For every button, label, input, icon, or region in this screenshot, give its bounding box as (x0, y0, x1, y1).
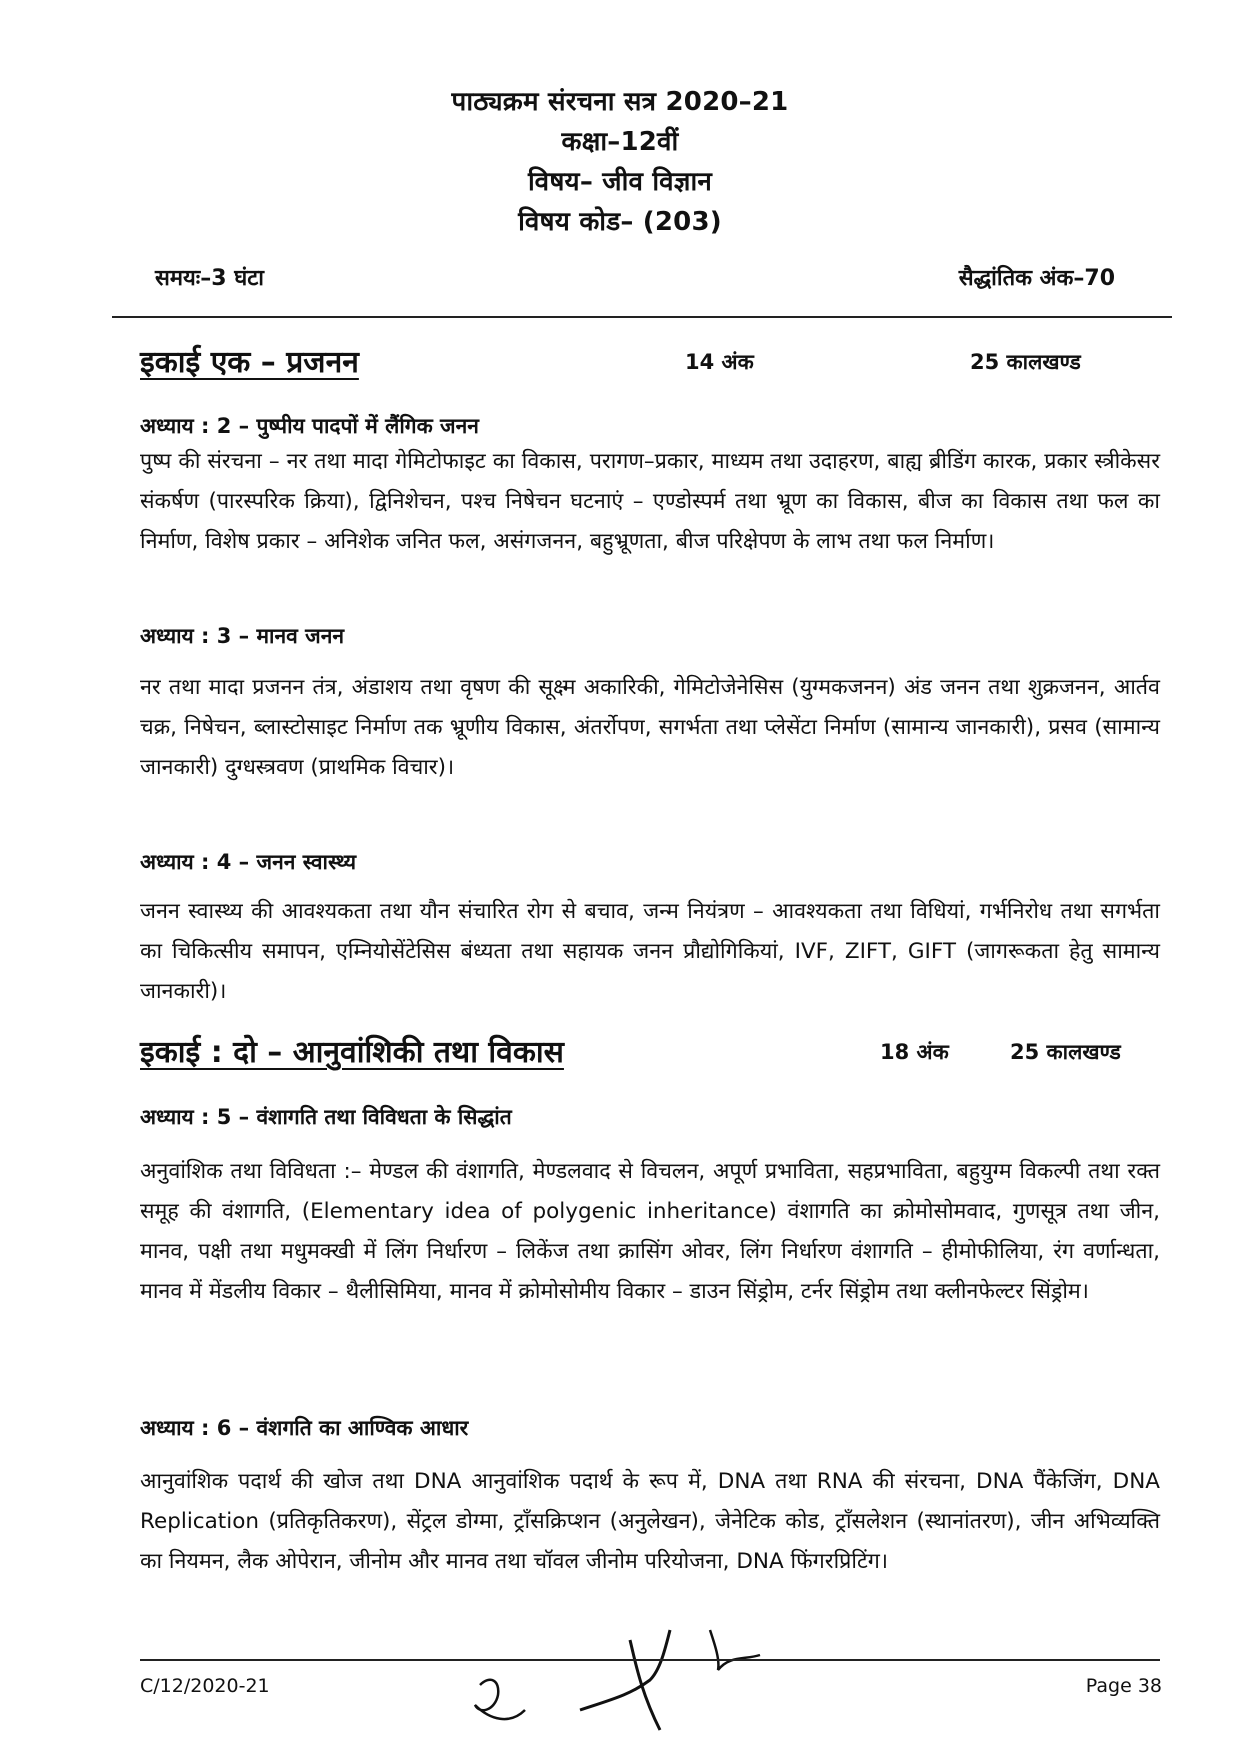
chapter-body: नर तथा मादा प्रजनन तंत्र, अंडाशय तथा वृषण की सूक्ष्म अकारिकी, गेमिटोजेनेसिस (युग्मकजनन) अंड जनन तथा शुक्रजनन, आर्तव चक्र, निषेचन, ब्लास्टोसाइट निर्माण तक भ्रूणीय विकास, अंतर्रोपण, सगर्भता तथा प्लेसेंटा निर्माण (सामान्य जानकारी), प्रसव (सामान्य जानकारी) दुग्धस्त्रवण (प्राथमिक विचार)। (140, 675, 1160, 780)
footer-divider (140, 1659, 1160, 1661)
chapter-body: पुष्प की संरचना – नर तथा मादा गेमिटोफाइट का विकास, परागण–प्रकार, माध्यम तथा उदाहरण, बाह्य ब्रीडिंग कारक, प्रकार स्त्रीकेसर संकर्षण (पारस्परिक क्रिया), द्विनिशेचन, पश्च निषेचन घटनाएं – एण्डोस्पर्म तथा भ्रूण का विकास, बीज का विकास तथा फल का निर्माण, विशेष प्रकार – अनिशेक जनित फल, असंगजनन, बहुभ्रूणता, बीज परिक्षेपण के लाभ तथा फल निर्माण। (140, 449, 1160, 554)
signature-mark (460, 1600, 840, 1750)
chapter-body: अनुवांशिक तथा विविधता :– मेण्डल की वंशागति, मेण्डलवाद से विचलन, अपूर्ण प्रभाविता, सहप्रभाविता, बहुयुग्म विकल्पी तथा रक्त समूह की वंशागति, (Elementary idea of polygenic inheritance) वंशागति का क्रोमोसोमवाद, गुणसूत्र तथा जीन, मानव, पक्षी तथा मधुमक्खी में लिंग निर्धारण – लिकेंज तथा क्रासिंग ओवर, लिंग निर्धारण वंशागति – हीमोफीलिया, रंग वर्णान्धता, मानव में मेंडलीय विकार – थैलीसिमिया, मानव में क्रोमोसोमीय विकार – डाउन सिंड्रोम, टर्नर सिंड्रोम तथा क्लीनफेल्टर सिंड्रोम। (140, 1159, 1160, 1304)
unit-periods: 25 कालखण्ड (970, 350, 1081, 374)
exam-time: समयः–3 घंटा (155, 266, 264, 291)
chapter-title: अध्याय : 3 – मानव जनन (140, 624, 345, 648)
header-class: कक्षा–12वीं (561, 127, 679, 157)
chapter-title: अध्याय : 2 – पुष्पीय पादपों में लैंगिक जनन (140, 414, 479, 438)
unit-title: इकाई एक – प्रजनन (140, 345, 359, 380)
chapter-body: जनन स्वास्थ्य की आवश्यकता तथा यौन संचारित रोग से बचाव, जन्म नियंत्रण – आवश्यकता तथा विधियां, गर्भनिरोध तथा सगर्भता का चिकित्सीय समापन, एम्नियोसेंटेसिस बंध्यता तथा सहायक जनन प्रौद्योगिकियां, IVF, ZIFT, GIFT (जागरूकता हेतु सामान्य जानकारी)। (140, 899, 1160, 1004)
unit-marks: 14 अंक (685, 350, 754, 374)
header-divider (112, 316, 1172, 318)
document-code: C/12/2020-21 (140, 1675, 270, 1697)
header-subject-code: विषय कोड– (203) (518, 207, 722, 237)
unit-title: इकाई : दो – आनुवांशिकी तथा विकास (140, 1035, 564, 1070)
chapter-body: आनुवांशिक पदार्थ की खोज तथा DNA आनुवांशिक पदार्थ के रूप में, DNA तथा RNA की संरचना, DNA पैंकेजिंग, DNA Replication (प्रतिकृतिकरण), सेंट्रल डोग्मा, ट्राँसक्रिप्शन (अनुलेखन), जेनेटिक कोड, ट्राँसलेशन (स्थानांतरण), जीन अभिव्यक्ति का नियमन, लैक ओपेरान, जीनोम और मानव तथा चॉवल जीनोम परियोजना, DNA फिंगरप्रिटिंग। (140, 1469, 1160, 1574)
theory-marks: सैद्धांतिक अंक–70 (958, 266, 1115, 291)
document-header (0, 82, 1240, 242)
header-course-structure: पाठ्यक्रम संरचना सत्र 2020–21 (451, 87, 789, 117)
unit-heading (140, 340, 1140, 386)
page-number: Page 38 (1085, 1675, 1162, 1697)
unit-marks: 18 अंक (880, 1040, 949, 1064)
chapter-title: अध्याय : 4 – जनन स्वास्थ्य (140, 850, 357, 874)
unit-periods: 25 कालखण्ड (1010, 1040, 1121, 1064)
unit-heading (140, 1030, 1140, 1076)
header-subject: विषय– जीव विज्ञान (527, 167, 713, 197)
chapter-title: अध्याय : 5 – वंशागति तथा विविधता के सिद्धांत (140, 1105, 512, 1129)
chapter-title: अध्याय : 6 – वंशगति का आण्विक आधार (140, 1416, 469, 1440)
